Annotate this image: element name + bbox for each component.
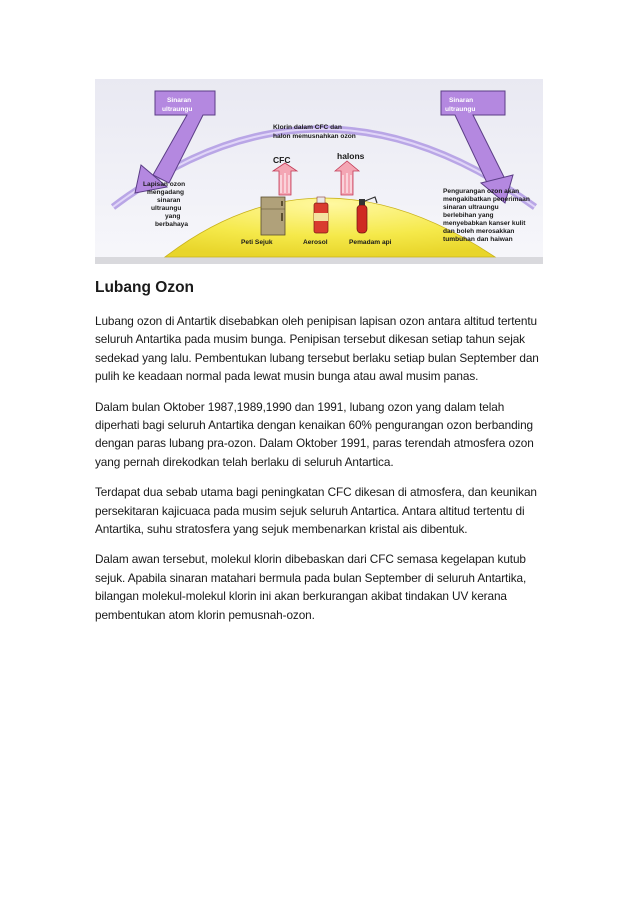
right-arrow-label-line-2: ultraungu [445,106,476,113]
paragraph-3: Terdapat dua sebab utama bagi peningkatan CFC dikesan di atmosfera, dan keunikan persekitaran kajicuaca pada musim sejuk seluruh Antartica. Antara altitud tertentu di Antartika, suhu stratosfera yang sejuk membenarkan kristal ais dibentuk. [95,485,537,537]
left-note-line-4: ultraungu [151,205,182,212]
left-note-line-3: sinaran [157,197,181,204]
left-note-line-2: mengadang [147,189,185,196]
right-note-line-2: mengakibatkan penerimaan [443,196,530,203]
diagram-bottom-band [95,257,543,264]
left-note-line-6: berbahaya [155,221,188,228]
halons-label: halons [337,151,365,161]
left-note-line-5: yang [165,213,181,220]
paragraph-1: Lubang ozon di Antartik disebabkan oleh penipisan lapisan ozon antara altitud tertentu seluruh Antartika pada musim bunga. Penipisan tersebut dikesan setiap tahun sejak sedekad yang lalu. Pembentukan lubang tersebut berlaku setiap bulan September dan pulih ke keadaan normal pada lewat musin bunga atau awal musim panas. [95,314,539,384]
cfc-label: CFC [273,155,291,165]
right-note-line-7: tumbuhan dan haiwan [443,236,513,243]
right-note-line-6: dan boleh merosakkan [443,228,515,235]
article [95,278,545,636]
item-label-refrigerator: Peti Sejuk [241,239,273,246]
article-title: Lubang Ozon [95,279,195,296]
right-note-line-1: Pengurangan ozon akan [443,188,520,195]
left-arrow-label-line-2: ultraungu [162,106,193,113]
right-note-line-5: menyebabkan kanser kulit [443,220,526,227]
left-note-line-1: Lapisan ozon [143,181,186,188]
item-label-aerosol: Aerosol [303,239,328,246]
right-note-line-3: sinaran ultraungu [443,204,499,211]
ozone-diagram-svg [95,79,543,264]
paragraph-2: Dalam bulan Oktober 1987,1989,1990 dan 1991, lubang ozon yang dalam telah diperhati bagi seluruh Antartika dengan kenaikan 60% pengurangan ozon berbanding dengan paras lubang pra-ozon. Dalam Oktober 1991, paras terendah atmosfera ozon yang pernah direkodkan telah berlaku di seluruh Antartica. [95,399,534,469]
ozone-diagram [95,79,543,264]
paragraph-4: Dalam awan tersebut, molekul klorin dibebaskan dari CFC semasa kegelapan kutub sejuk. Apabila sinaran matahari bermula pada bulan September di seluruh Antartika, bilangan molekul-molekul klorin ini akan berkurangan akibat tindakan UV kerana pembentukan atom klorin pemusnah-ozon. [95,552,527,622]
item-label-extinguisher: Pemadam api [349,239,392,246]
right-arrow-label-line-1: Sinaran [449,97,474,104]
refrigerator-icon [261,197,285,235]
center-caption-line-2: halon memusnahkan ozon [273,133,356,140]
right-note-line-4: berlebihan yang [443,212,494,219]
left-arrow-label-line-1: Sinaran [167,97,192,104]
center-caption-line-1: Klorin dalam CFC dan [273,124,342,131]
